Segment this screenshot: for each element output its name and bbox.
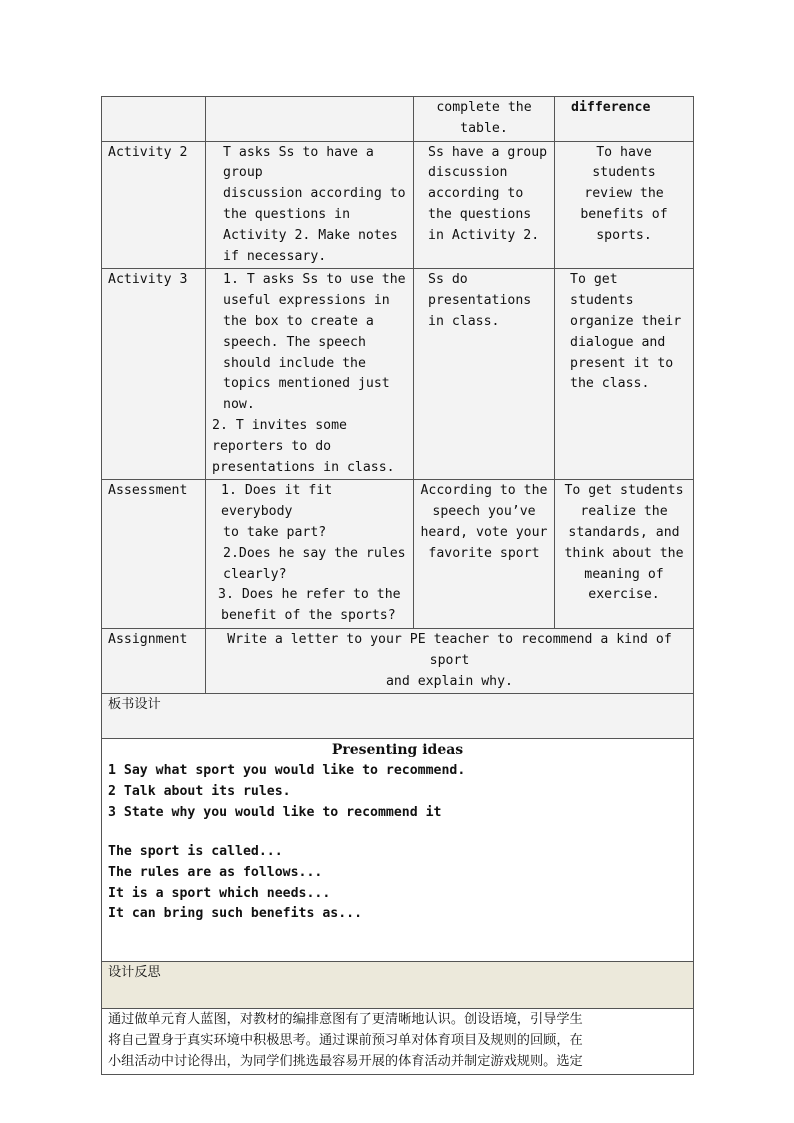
row-label: Activity 3 (102, 269, 206, 480)
purpose: To get students organize their dialogue and present it to the class. (555, 269, 694, 480)
student-activity: Ss have a group discussion according to the questions in Activity 2. (414, 141, 555, 269)
teacher-activity: 1. T asks Ss to use the useful expressions in the box to create a speech. The speech should include the topics mentioned just now. 2. T invites some reporters to do presentations in class. (206, 269, 414, 480)
student-activity: complete the table. (414, 97, 555, 142)
reflection-line: 通过做单元育人蓝图，对教材的编排意图有了更清晰地认识。创设语境，引导学生 (108, 1012, 583, 1028)
table-row (102, 141, 694, 269)
student-activity: Ss do presentations in class. (414, 269, 555, 480)
board-line: The rules are as follows... (108, 864, 323, 880)
row-label: Activity 2 (102, 141, 206, 269)
board-design-content (102, 739, 694, 962)
purpose: To get students realize the standards, and think about the meaning of exercise. (555, 480, 694, 629)
board-title: Presenting ideas (331, 742, 464, 759)
row-label (102, 97, 206, 142)
student-activity: According to the speech you’ve heard, vote your favorite sport (414, 480, 555, 629)
reflection-line: 将自己置身于真实环境中积极思考。通过课前预习单对体育项目及规则的回顾，在 (108, 1033, 583, 1049)
lesson-plan-table (101, 96, 694, 1075)
board-line: 3 State why you would like to recommend it (108, 804, 442, 820)
lesson-plan-page (101, 96, 693, 1075)
table-row (102, 628, 694, 693)
reflection-line: 小组活动中讨论得出，为同学们挑选最容易开展的体育活动并制定游戏规则。选定 (108, 1053, 583, 1069)
table-row (102, 97, 694, 142)
board-line: 2 Talk about its rules. (108, 783, 291, 799)
purpose: To have students review the benefits of sports. (555, 141, 694, 269)
reflection-content (102, 1009, 694, 1074)
table-row (102, 1009, 694, 1074)
board-design-heading: 板书设计 (102, 694, 694, 739)
board-line: 1 Say what sport you would like to recommend. (108, 763, 466, 779)
reflection-heading: 设计反思 (102, 962, 694, 1009)
board-line: The sport is called... (108, 844, 283, 860)
board-line: It can bring such benefits as... (108, 906, 363, 922)
teacher-activity: 1. Does it fit everybody to take part? 2.Does he say the rules clearly? 3. Does he refer to the benefit of the sports? (206, 480, 414, 629)
table-row (102, 269, 694, 480)
row-label: Assessment (102, 480, 206, 629)
row-label: Assignment (102, 628, 206, 693)
board-line: It is a sport which needs... (108, 885, 331, 901)
table-row (102, 739, 694, 962)
assignment-text: Write a letter to your PE teacher to recommend a kind of sport and explain why. (206, 628, 694, 693)
purpose: difference (555, 97, 694, 142)
table-row (102, 480, 694, 629)
board-line (108, 824, 687, 843)
teacher-activity (206, 97, 414, 142)
teacher-activity: T asks Ss to have a group discussion according to the questions in Activity 2. Make notes if necessary. (206, 141, 414, 269)
table-row (102, 962, 694, 1009)
table-row (102, 694, 694, 739)
